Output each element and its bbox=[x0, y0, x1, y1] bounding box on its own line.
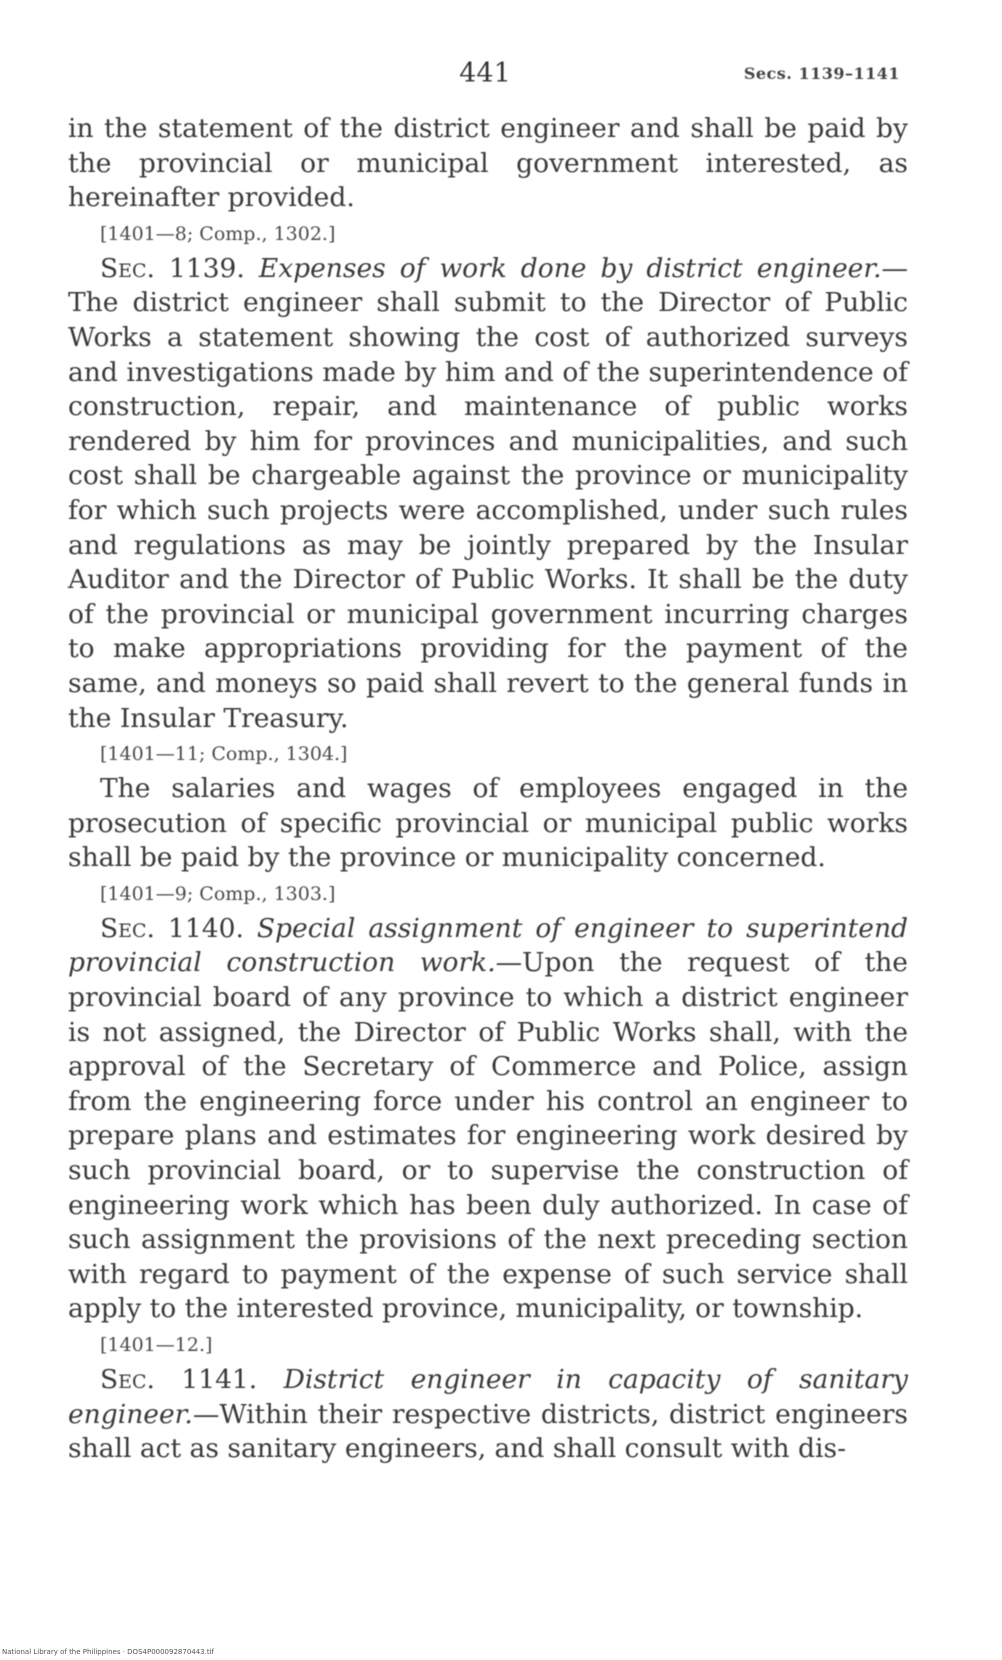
running-head: Secs. 1139–1141 bbox=[743, 64, 900, 83]
salaries-paragraph: The salaries and wages of employees engaged in the prosecution of specific provincial or municipal public works shall be paid by the province or municipality concerned. bbox=[68, 773, 908, 874]
section-title: Special assignment of engineer to superintend provincial construction work. bbox=[68, 912, 908, 979]
section-text: —Within their respective districts, district engineers shall act as sanitary engineers, and shall consult with dis- bbox=[68, 1398, 908, 1465]
section-label: Sec. 1139. bbox=[100, 252, 245, 284]
section-title: District engineer in capacity of sanitary engineer. bbox=[68, 1364, 908, 1430]
section-1141 bbox=[68, 1363, 908, 1467]
section-1140 bbox=[68, 912, 908, 1327]
body-text bbox=[68, 112, 908, 1467]
scan-footer-note: National Library of the Philippines · DOS4P000092870443.tif bbox=[2, 1648, 215, 1656]
section-label: Sec. 1141. bbox=[100, 1364, 258, 1395]
section-title: Expenses of work done by district engineer.— bbox=[258, 252, 908, 284]
citation: [1401—11; Comp., 1304.] bbox=[100, 743, 348, 766]
section-text: —Upon the request of the provincial board of any province to which a district engineer is not assigned, the Director of Public Works shall, with the approval of the Secretary of Commerce and Police, assign from the engineering force under his control an engineer to prepare plans and estimates for engineering work desired by such provincial board, or to supervise the construction of engineering work which has been duly authorized. In case of such assignment the provisions of the next preceding section with regard to payment of the expense of such service shall apply to the interested province, municipality, or township. bbox=[68, 947, 908, 1325]
page-number: 441 bbox=[459, 58, 511, 89]
citation: [1401—9; Comp., 1303.] bbox=[100, 882, 336, 905]
page-header bbox=[64, 58, 906, 98]
continued-paragraph: in the statement of the district engineer and shall be paid by the provincial or municipal government interested, as hereinafter provided. bbox=[68, 113, 908, 214]
section-text: The district engineer shall submit to the Director of Public Works a statement showing the cost of authorized surveys and investigations made by him and of the superintendence of construction, repair, and maintenance of public works rendered by him for provinces and municipalities, and such cost shall be chargeable against the province or municipality for which such projects were accomplished, under such rules and regulations as may be jointly prepared by the Insular Auditor and the Director of Public Works. It shall be the duty of the provincial or municipal government incurring charges to make appropriations providing for the payment of the same, and moneys so paid shall revert to the general funds in the Insular Treasury. bbox=[68, 287, 908, 734]
section-label: Sec. 1140. bbox=[100, 912, 244, 944]
citation: [1401—8; Comp., 1302.] bbox=[100, 222, 336, 245]
section-1139 bbox=[68, 252, 908, 736]
citation: [1401—12.] bbox=[100, 1334, 213, 1356]
